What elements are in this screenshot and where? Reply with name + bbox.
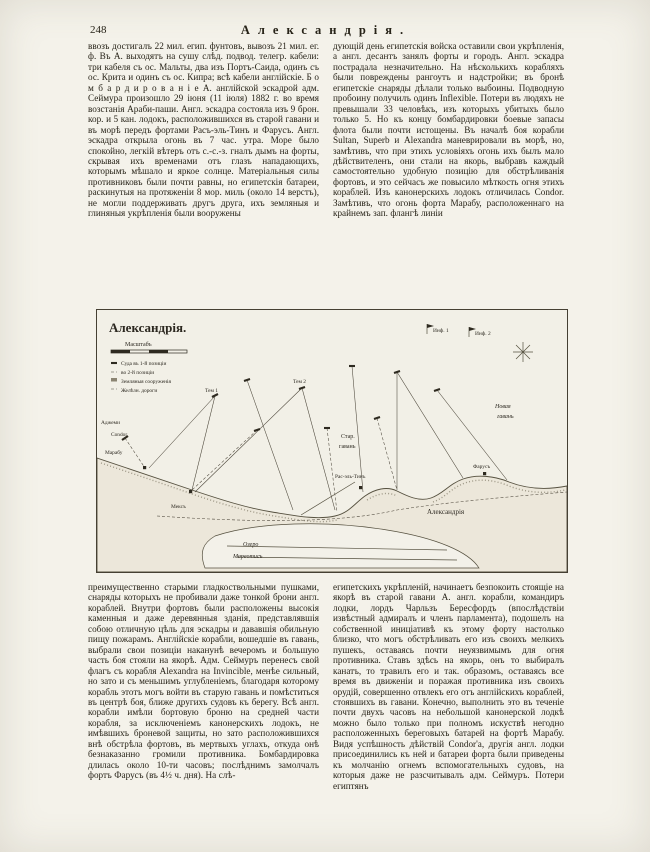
column-bottom-left: преимущественно старыми гладкоствольными пушками, снаряды которыхъ не пробивали даже тонкой брони англ. кораблей. Внутри фортовъ были расположены высокія каменныя и даже деревянныя зданія, представлявшія собою отличную цѣль для эскадры и дававшія обильную пищу пожарамъ. Англійскіе корабли, вошедшіе въ гавань, выбрали свои позиціи наканунѣ вечеромъ и большую часть боя стояли на якорѣ. Адм. Сеймуръ перенесъ свой флагъ съ корабля Alexandra на Invincible, менѣе сильный, но зато и съ меньшимъ углубленіемъ, благодаря которому корабль этотъ могъ войти въ старую гавань и помѣститься въ центрѣ боя, ближе другихъ судовъ къ берегу. Всѣ англ. корабли имѣли бортовую броню на средней части корабля, за исключеніемъ канонерскихъ лодокъ, не имѣвшихъ броневой защиты, но зато расположившихся внѣ обстрѣла фортовъ, въ мертвыхъ углахъ, откуда онѣ безнаказанно громили противника. Бомбардировка длилась около 10-ти часовъ; послѣднимъ замолчалъ фортъ Фарусъ (въ 4½ ч. дня). На слѣ- xyxy=(88,582,319,781)
map-label-ras-el-tin: Рас-эль-Тинъ xyxy=(335,474,366,480)
legend-ships-1: Суда въ 1-й позиціи xyxy=(121,361,167,367)
map-scale-label: Масштабъ xyxy=(125,342,152,348)
legend-earthworks: Земляныя сооруженія xyxy=(121,379,171,385)
map-figure xyxy=(96,309,568,573)
compass-icon xyxy=(513,342,533,362)
alexandria-map xyxy=(97,310,567,572)
legend xyxy=(111,360,171,394)
map-label-condor: Condor xyxy=(111,432,128,438)
map-label-old-harbor: Стар. xyxy=(341,434,355,440)
map-label-new-harbor-2: гавань xyxy=(497,414,514,420)
map-label-meks: Мексъ xyxy=(171,504,186,510)
legend-ships-2: во 2-й позиціи xyxy=(121,370,155,376)
column-top-left: ввозъ достигалъ 22 мил. егип. фунтовъ, вывозъ 21 мил. ег. ф. Въ А. выходятъ на сушу слѣд. подвод. телегр. кабели: три кабеля съ ос. Мальты, два изъ Портъ-Саида, одинъ съ ос. Крита и одинъ съ ос. Кипра; всѣ кабели англійскіе. Б о м б а р д и р о в а н і е А. англійской эскадрой адм. Сеймура произошло 29 іюня (11 іюля) 1882 г. во время возстанія Араби-паши. Англ. эскадра состояла изъ 9 брон. кор. и 5 кан. лодокъ, расположившихся въ старой гавани и въ морѣ передъ фортами Расъ-эль-Тинъ и Фарусъ. Англ. эскадра открыла огонь въ 7 час. утра. Море было спокойно, легкій вѣтеръ отъ с.-с.-з. гналъ дымъ на форты, скрывая ихъ временами отъ глазъ нападающихъ, которымъ мѣшало и яркое солнце. Матеріальныя силы противниковъ были почти равны, но египетскія батареи, раскинутыя на протяженіи 8 мор. миль (около 14 верстъ), не могли поддерживать другъ друга, ихъ земляныя и глиняныя укрѣпленія были вооружены xyxy=(88,41,319,219)
map-title: Александрія. xyxy=(109,320,187,335)
running-header: Александрія. xyxy=(240,23,412,37)
map-label-lake-2: Мареотисъ xyxy=(233,554,263,560)
map-label-tem1: Тем 1 xyxy=(205,388,218,394)
map-label-new-harbor: Новая xyxy=(495,404,511,410)
map-label-tem2: Тем 2 xyxy=(293,379,306,385)
page-number: 248 xyxy=(90,24,107,36)
map-label-farus: Фарусъ xyxy=(473,464,491,470)
map-label-adzhemi: Аджеми xyxy=(101,420,120,426)
scale-bar xyxy=(111,350,187,353)
map-label-inf2: Инф. 2 xyxy=(475,331,491,337)
column-bottom-right: египетскихъ укрѣпленій, начинаетъ безпокоить стоящіе на якорѣ въ старой гавани А. англ. корабли, командиръ лодки, лордъ Чарльзъ Бересфордъ (впослѣдствіи извѣстный адмиралъ и членъ парламента), подошелъ на собственной иниціативѣ къ этому форту настолько близко, что могъ обстрѣливать его изъ своихъ мелкихъ пушекъ, оставаясь почти неуязвимымъ для огня противника. Ставъ здѣсь на якорь, онъ то выбиралъ канатъ, то травилъ его и так. образомъ, оставаясь все время въ движеніи и поражая противника изъ своихъ орудій, совершенно отвлекъ его отъ англійскихъ кораблей, стоявшихъ въ гавани. Конечно, выполнить это въ теченіе почти двухъ часовъ на небольшой канонерской лодкѣ можно было только при полномъ искуствѣ негодно расположенныхъ береговыхъ батарей на фортѣ Марабу. Видя успѣшность дѣйствій Condor'а, другія англ. лодки присоединились къ ней и батареи форта были приведены къ молчанію огнемъ вспомогательныхъ судовъ, на которыя даже не разсчитывалъ адм. Сеймуръ. Потери египтянъ xyxy=(333,582,564,791)
ship-marks xyxy=(122,366,440,440)
breakwater xyxy=(301,482,355,515)
map-label-old-harbor-2: гавань xyxy=(339,444,356,450)
column-top-right: дующій день египетскія войска оставили свои укрѣпленія, а англ. десантъ занялъ форты и городъ. Англ. эскадра пострадала незначительно. На нѣсколькихъ корабляхъ были повреждены рангоутъ и надстройки; въ бронѣ египетскіе снаряды дѣлали только выбоины. Подводную пробоину получилъ одинъ Inflexible. Потери въ людяхъ не превышали 33 человѣкъ, изъ которыхъ убитыхъ было только 5. Но къ концу бомбардировки боевые запасы флота были почти истощены. Въ началѣ боя корабли Sultan, Superb и Alexandra маневрировали въ морѣ, но, замѣтивъ, что при этихъ условіяхъ огонь ихъ былъ мало дѣйствителенъ, они стали на якорь, выбравъ каждый самостоятельно удобную позицію для обстрѣливанія фортовъ, и это сейчасъ же повысило мѣткость огня этихъ кораблей. Изъ канонерскихъ лодокъ отличилась Condor. Замѣтивъ, что огонь форта Марабу, расположеннаго на крайнемъ зап. флангѣ линіи xyxy=(333,41,564,219)
map-label-marabu: Марабу xyxy=(105,450,123,456)
map-label-inf1: Инф. 1 xyxy=(433,328,449,334)
map-label-lake: Озеро xyxy=(243,542,259,548)
legend-railroads: Желѣзн. дороги xyxy=(121,388,158,394)
map-label-city: Александрія xyxy=(427,508,465,516)
